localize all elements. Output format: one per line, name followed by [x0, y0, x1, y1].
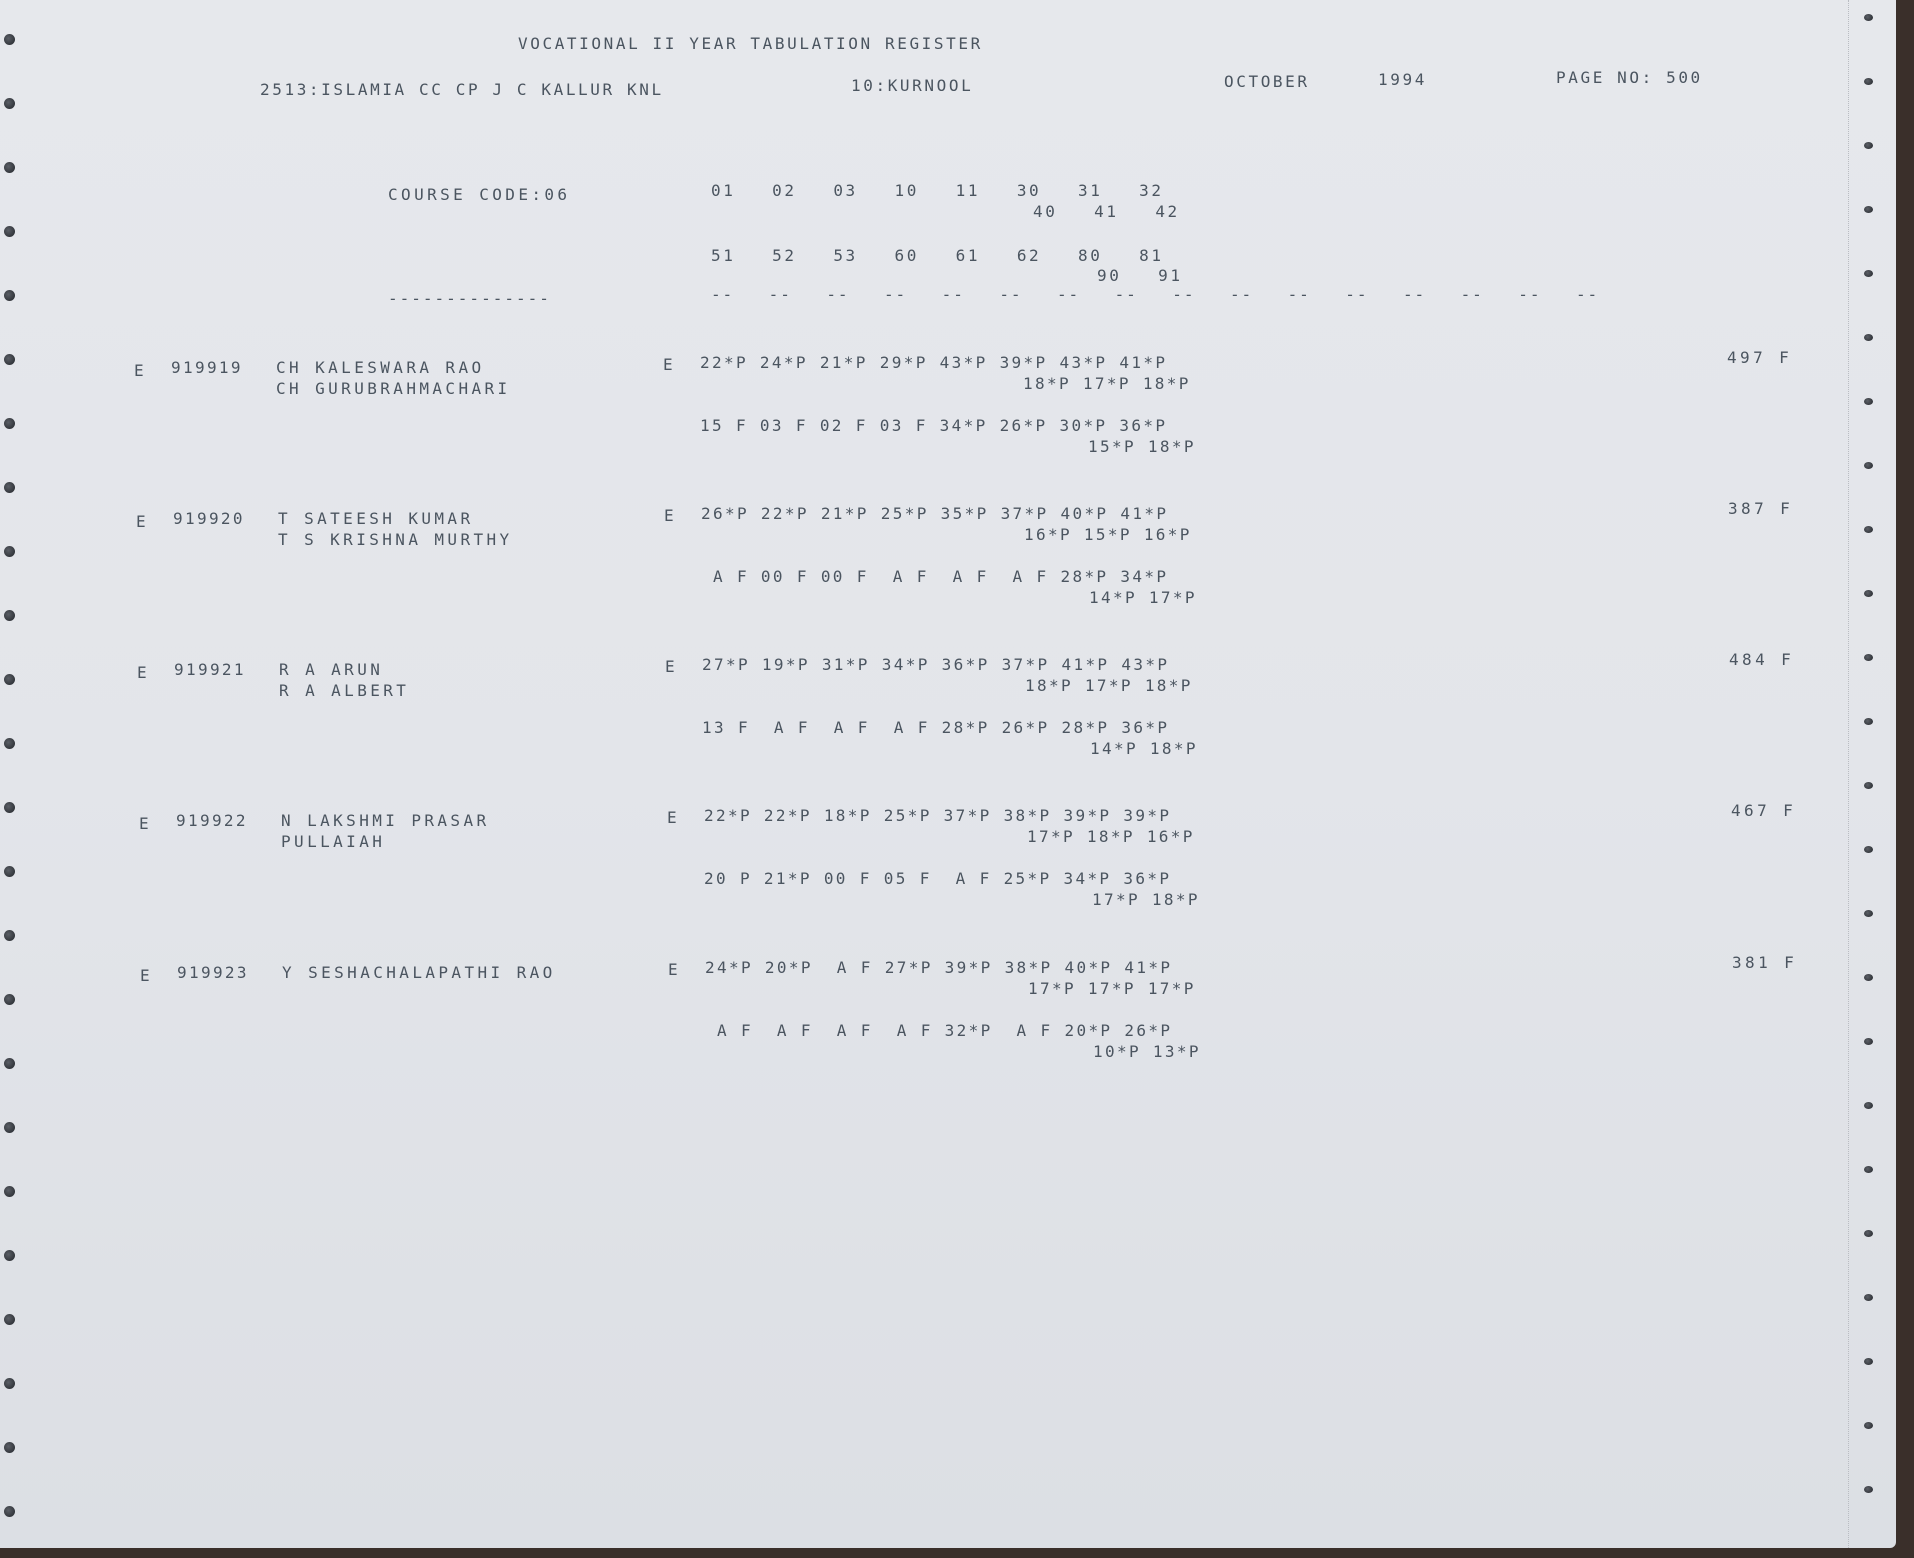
feed-hole: [4, 546, 15, 557]
father-name: PULLAIAH: [281, 832, 386, 851]
feed-hole: [4, 98, 15, 109]
roll-number: 919921: [174, 660, 246, 679]
student-name: N LAKSHMI PRASAR: [281, 811, 490, 830]
feed-hole: [4, 290, 15, 301]
feed-hole: [1864, 1102, 1873, 1109]
marks-row-2: 15 F 03 F 02 F 03 F 34*P 26*P 30*P 36*P: [700, 416, 1168, 435]
category-code: E: [140, 966, 154, 985]
feed-hole: [1864, 1294, 1873, 1301]
feed-hole: [4, 1506, 15, 1517]
feed-hole: [1864, 1358, 1873, 1365]
feed-hole: [4, 1378, 15, 1389]
feed-hole: [1864, 462, 1873, 469]
feed-hole: [1864, 526, 1873, 533]
marks-row-2: 13 F A F A F A F 28*P 26*P 28*P 36*P: [702, 718, 1170, 737]
feed-hole: [4, 802, 15, 813]
feed-hole: [1864, 270, 1873, 277]
category-code: E: [139, 814, 153, 833]
right-tractor-feed-holes: [1862, 0, 1892, 1548]
feed-hole: [1864, 1422, 1873, 1429]
marks-row-1: 27*P 19*P 31*P 34*P 36*P 37*P 41*P 43*P: [702, 655, 1170, 674]
feed-hole: [1864, 334, 1873, 341]
feed-hole: [4, 738, 15, 749]
feed-hole: [1864, 78, 1873, 85]
course-code-label: COURSE CODE:06: [388, 185, 571, 204]
feed-hole: [4, 482, 15, 493]
feed-hole: [4, 1314, 15, 1325]
feed-hole: [1864, 910, 1873, 917]
exam-flag: E: [663, 355, 677, 374]
student-name: CH KALESWARA RAO: [276, 358, 485, 377]
feed-hole: [1864, 974, 1873, 981]
roll-number: 919919: [171, 358, 243, 377]
marks-row-2: A F A F A F A F 32*P A F 20*P 26*P: [705, 1021, 1173, 1040]
marks-row-1b: 18*P 17*P 18*P: [1023, 374, 1191, 393]
father-name: CH GURUBRAHMACHARI: [276, 379, 511, 398]
category-code: E: [136, 512, 150, 531]
feed-hole: [1864, 1038, 1873, 1045]
exam-flag: E: [668, 960, 682, 979]
marks-row-1b: 18*P 17*P 18*P: [1025, 676, 1193, 695]
district-code: 10:KURNOOL: [851, 76, 974, 95]
category-code: E: [137, 663, 151, 682]
register-title: VOCATIONAL II YEAR TABULATION REGISTER: [518, 34, 983, 53]
feed-hole: [1864, 590, 1873, 597]
left-tractor-feed-holes: [0, 0, 30, 1548]
feed-hole: [1864, 1166, 1873, 1173]
feed-hole: [4, 930, 15, 941]
marks-row-1: 22*P 24*P 21*P 29*P 43*P 39*P 43*P 41*P: [700, 353, 1168, 372]
feed-hole: [1864, 654, 1873, 661]
feed-hole: [4, 674, 15, 685]
feed-hole: [4, 1122, 15, 1133]
marks-row-2b: 14*P 18*P: [1090, 739, 1198, 758]
student-name: T SATEESH KUMAR: [278, 509, 474, 528]
feed-hole: [4, 1442, 15, 1453]
feed-hole: [1864, 398, 1873, 405]
total-result: 381 F: [1732, 953, 1798, 972]
feed-hole: [1864, 718, 1873, 725]
total-result: 387 F: [1728, 499, 1794, 518]
feed-hole: [1864, 142, 1873, 149]
marks-row-1: 26*P 22*P 21*P 25*P 35*P 37*P 40*P 41*P: [701, 504, 1169, 523]
feed-hole: [1864, 14, 1873, 21]
feed-hole: [4, 866, 15, 877]
category-code: E: [134, 361, 148, 380]
exam-flag: E: [665, 657, 679, 676]
student-name: Y SESHACHALAPATHI RAO: [282, 963, 556, 982]
subject-codes-row-1b: 40 41 42: [1033, 202, 1180, 221]
marks-row-2b: 15*P 18*P: [1088, 437, 1196, 456]
total-result: 484 F: [1729, 650, 1795, 669]
feed-hole: [1864, 846, 1873, 853]
marks-row-2b: 17*P 18*P: [1092, 890, 1200, 909]
marks-row-1b: 17*P 18*P 16*P: [1027, 827, 1195, 846]
feed-hole: [1864, 206, 1873, 213]
perforation-line: [1848, 0, 1849, 1548]
feed-hole: [4, 162, 15, 173]
father-name: R A ALBERT: [279, 681, 410, 700]
marks-row-2b: 10*P 13*P: [1093, 1042, 1201, 1061]
father-name: T S KRISHNA MURTHY: [278, 530, 513, 549]
exam-flag: E: [667, 808, 681, 827]
marks-row-1: 24*P 20*P A F 27*P 39*P 38*P 40*P 41*P: [705, 958, 1173, 977]
feed-hole: [4, 34, 15, 45]
feed-hole: [4, 1058, 15, 1069]
underline-right: -- -- -- -- -- -- -- -- -- -- -- -- -- -- -- --: [711, 285, 1600, 304]
total-result: 467 F: [1731, 801, 1797, 820]
underline-left: --------------: [388, 289, 551, 308]
subject-codes-row-2: 51 52 53 60 61 62 80 81: [711, 246, 1164, 265]
marks-row-1b: 16*P 15*P 16*P: [1024, 525, 1192, 544]
roll-number: 919922: [176, 811, 248, 830]
marks-row-2b: 14*P 17*P: [1089, 588, 1197, 607]
feed-hole: [1864, 1486, 1873, 1493]
subject-codes-row-2b: 90 91: [1097, 266, 1183, 285]
college-name: 2513:ISLAMIA CC CP J C KALLUR KNL: [260, 80, 664, 99]
feed-hole: [4, 418, 15, 429]
feed-hole: [1864, 1230, 1873, 1237]
page-number: PAGE NO: 500: [1556, 68, 1703, 87]
feed-hole: [4, 994, 15, 1005]
student-name: R A ARUN: [279, 660, 384, 679]
exam-flag: E: [664, 506, 678, 525]
exam-year: 1994: [1378, 70, 1427, 89]
exam-month: OCTOBER: [1224, 72, 1310, 91]
marks-row-1: 22*P 22*P 18*P 25*P 37*P 38*P 39*P 39*P: [704, 806, 1172, 825]
feed-hole: [4, 1186, 15, 1197]
feed-hole: [4, 610, 15, 621]
roll-number: 919920: [173, 509, 245, 528]
feed-hole: [4, 1250, 15, 1261]
marks-row-2: A F 00 F 00 F A F A F A F 28*P 34*P: [701, 567, 1169, 586]
marks-row-1b: 17*P 17*P 17*P: [1028, 979, 1196, 998]
feed-hole: [4, 226, 15, 237]
marks-row-2: 20 P 21*P 00 F 05 F A F 25*P 34*P 36*P: [704, 869, 1172, 888]
roll-number: 919923: [177, 963, 249, 982]
subject-codes-row-1: 01 02 03 10 11 30 31 32: [711, 181, 1164, 200]
feed-hole: [4, 354, 15, 365]
total-result: 497 F: [1727, 348, 1793, 367]
feed-hole: [1864, 782, 1873, 789]
